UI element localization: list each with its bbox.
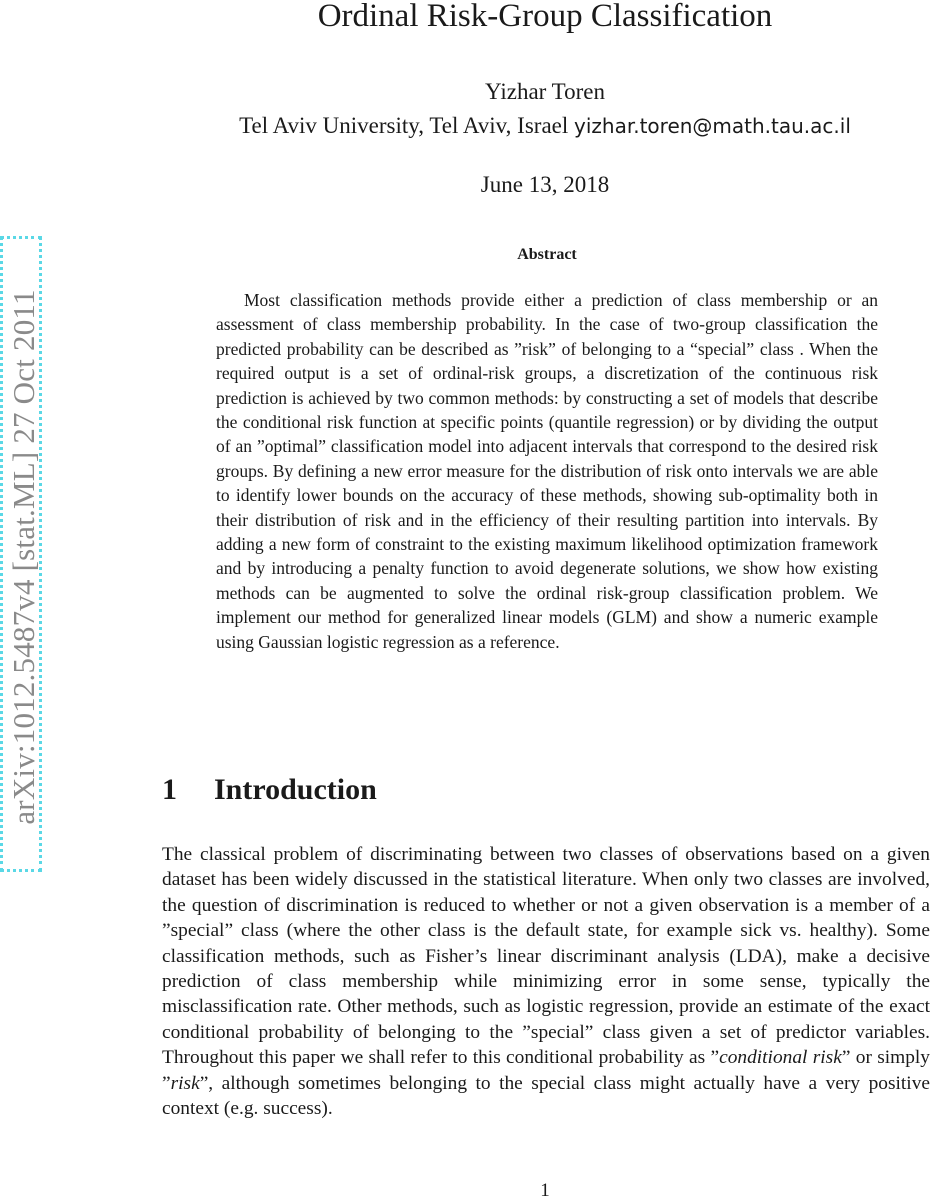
intro-text-part1: The classical problem of discriminating between two classes of observations based on a given dataset has been widely discussed in the statistical literature. When only two classes are involved, the question of discrimination is reduced to whether or not a given observation is a member of a ”special” class (where the other class is the default state, for example sick vs. healthy). Some classification methods, such as Fisher’s linear discriminant analysis (LDA), make a decisive prediction of class membership while minimizing error in some sense, typically the misclassification rate. Other methods, such as logistic regression, provide an estimate of the exact conditional probability of belonging to the ”special” class given a set of predictor variables. Throughout this paper we shall refer to this conditional probability as ” xyxy=(162,844,930,1069)
paper-title: Ordinal Risk-Group Classification xyxy=(317,0,773,34)
page-number: 1 xyxy=(540,1180,550,1201)
introduction-paragraph xyxy=(162,842,930,1121)
author-affiliation-line xyxy=(0,113,930,139)
section-title: Introduction xyxy=(214,773,377,806)
abstract-text: Most classification methods provide either a prediction of class membership or an assessment of class membership probability. In the case of two-group classification the predicted probability can be described as ”risk” of belonging to a “special” class . When the required output is a set of ordinal-risk groups, a discretization of the continuous risk prediction is achieved by two common methods: by constructing a set of models that describe the conditional risk function at specific points (quantile regression) or by dividing the output of an ”optimal” classification model into adjacent intervals that correspond to the desired risk groups. By defining a new error measure for the distribution of risk onto intervals we are able to identify lower bounds on the accuracy of these methods, showing sub-optimality both in their distribution of risk and in the efficiency of their resulting partition into intervals. By adding a new form of constraint to the existing maximum likelihood optimization framework and by introducing a penalty function to avoid degenerate solutions, we show how existing methods can be augmented to solve the ordinal risk-group classification problem. We implement our method for generalized linear models (GLM) and show a numeric example using Gaussian logistic regression as a reference. xyxy=(216,290,878,652)
author-email: yizhar.toren@math.tau.ac.il xyxy=(574,114,851,138)
arxiv-identifier: arXiv:1012.5487v4 [stat.ML] 27 Oct 2011 xyxy=(6,289,41,825)
section-heading xyxy=(162,768,377,812)
intro-text-part2: ” or simply ” xyxy=(162,1047,930,1094)
affiliation: Tel Aviv University, Tel Aviv, Israel xyxy=(239,113,569,138)
term-risk: risk xyxy=(170,1072,200,1094)
term-conditional-risk: conditional risk xyxy=(719,1047,842,1069)
intro-text-part3: ”, although sometimes belonging to the special class might actually have a very positive context (e.g. success). xyxy=(162,1072,930,1120)
arxiv-sidebar-stamp xyxy=(0,236,42,872)
paper-date: June 13, 2018 xyxy=(480,172,610,197)
abstract-heading: Abstract xyxy=(517,246,577,263)
section-number: 1 xyxy=(162,773,177,806)
author-name: Yizhar Toren xyxy=(485,79,605,104)
